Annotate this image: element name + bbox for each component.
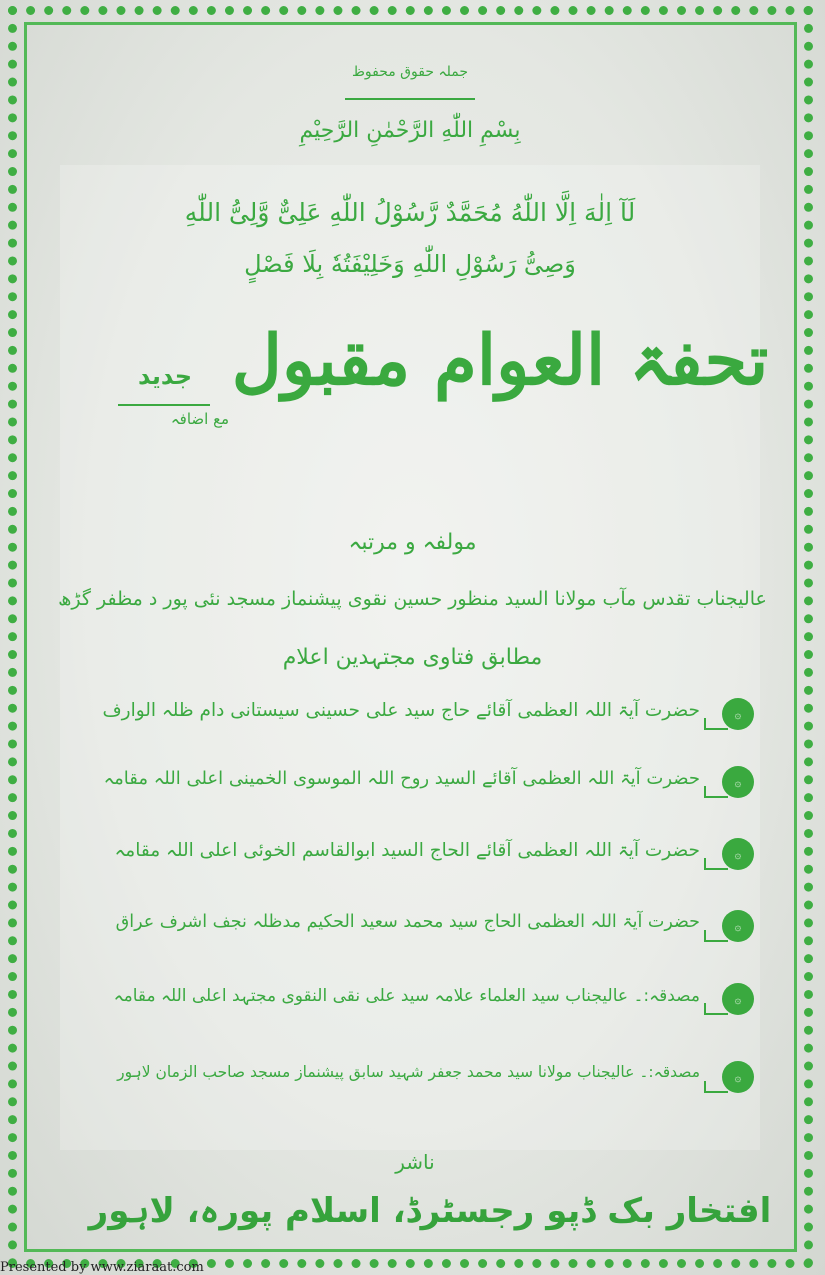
fatawa-item: حضرت آیۃ اللہ العظمی آقائے الحاج السید ابوالقاسم الخوئی اعلی اللہ مقامہ	[114, 840, 700, 861]
seal-icon: ۞	[722, 983, 754, 1015]
bullet-leader	[704, 858, 728, 870]
footer-credit: Presented by www.ziaraat.com	[0, 1260, 204, 1275]
book-title: تحفۃ العوام مقبول	[231, 320, 769, 401]
title-jadeed: جدید	[137, 362, 193, 390]
bullet-leader	[704, 1081, 728, 1093]
bismillah: بِسْمِ اللّٰهِ الرَّحْمٰنِ الرَّحِيْمِ	[299, 118, 521, 143]
fatawa-item: حضرت آیۃ اللہ العظمی آقائے حاج سید علی حسینی سیستانی دام ظلہ الوارف	[102, 700, 700, 721]
seal-icon: ۞	[722, 766, 754, 798]
bullet-leader	[704, 930, 728, 942]
copyright-notice: جملہ حقوق محفوظ	[351, 64, 469, 80]
jadeed-underline	[118, 404, 210, 406]
seal-icon: ۞	[722, 838, 754, 870]
title-maa-izafa: مع اضافہ	[170, 410, 230, 428]
fatawa-item: حضرت آیۃ اللہ العظمی الحاج سید محمد سعید الحکیم مدظلہ نجف اشرف عراق	[115, 912, 700, 932]
fatawa-item: حضرت آیۃ اللہ العظمی آقائے السید روح اللہ الموسوی الخمینی اعلی اللہ مقامہ	[103, 768, 700, 789]
compiler-name: عالیجناب تقدس مآب مولانا السید منظور حسین نقوی پیشنماز مسجد نئی پور د مظفر گڑھ	[58, 588, 767, 610]
seal-icon: ۞	[722, 910, 754, 942]
fatawa-item: مصدقہ:۔ عالیجناب سید العلماء علامہ سید علی نقی النقوی مجتہد اعلی اللہ مقامہ	[113, 986, 700, 1006]
seal-icon: ۞	[722, 698, 754, 730]
bullet-leader	[704, 718, 728, 730]
bullet-leader	[704, 1003, 728, 1015]
compiler-label: مولفہ و مرتبہ	[348, 530, 477, 555]
kalima-line-2: وَصِیُّ رَسُوْلِ اللّٰهِ وَخَلِیْفَتُهٗ بِلَا فَصْلٍ	[244, 250, 576, 278]
kalima-line-1: لَآ اِلٰهَ اِلَّا اللّٰهُ مُحَمَّدٌ رَّسُوْلُ اللّٰهِ عَلِیٌّ وَّلِیُّ اللّٰهِ	[184, 198, 636, 227]
publisher-name: افتخار بک ڈپو رجسٹرڈ، اسلام پورہ، لاہور	[88, 1191, 772, 1231]
bullet-leader	[704, 786, 728, 798]
fatawa-item: مصدقہ:۔ عالیجناب مولانا سید محمد جعفر شہید سابق پیشنماز مسجد صاحب الزمان لاہور	[117, 1063, 700, 1081]
fatawa-heading: مطابق فتاوی مجتہدین اعلام	[282, 645, 543, 670]
publisher-label: ناشر	[395, 1150, 435, 1174]
copyright-underline	[345, 98, 475, 100]
seal-icon: ۞	[722, 1061, 754, 1093]
